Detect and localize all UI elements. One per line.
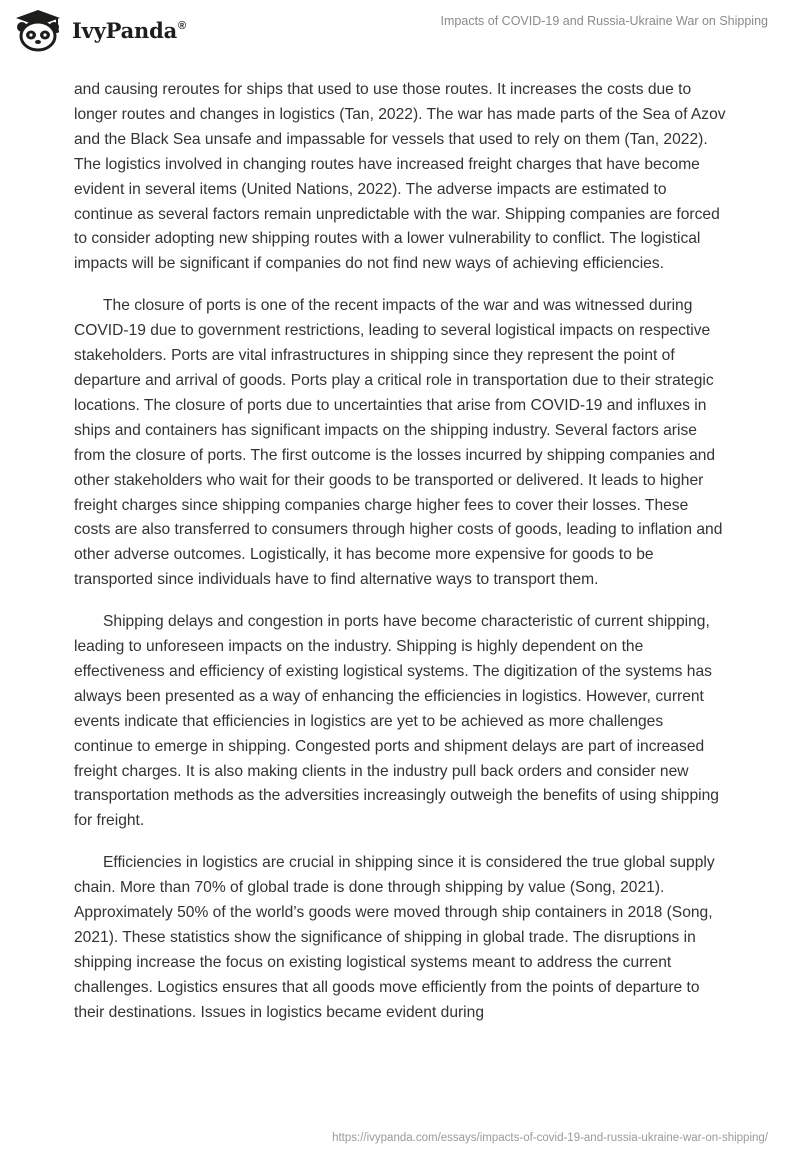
document-title: Impacts of COVID-19 and Russia-Ukraine War on Shipping [440,14,768,28]
essay-body [74,78,726,1043]
paragraph: and causing reroutes for ships that used to use those routes. It increases the costs due to longer routes and changes in logistics (Tan, 2022). The war has made parts of the Sea of Azov and the Black Sea unsafe and impassable for vessels that used to rely on them (Tan, 2022). The logistics involved in changing routes have increased freight charges that have become evident in several items (United Nations, 2022). The adverse impacts are estimated to continue as several factors remain unpredictable with the war. Shipping companies are forced to consider adopting new shipping routes with a lower vulnerability to conflict. The logistical impacts will be significant if companies do not find new ways of achieving efficiencies. [74,81,726,273]
paragraph: The closure of ports is one of the recent impacts of the war and was witnessed during COVID-19 due to government restrictions, leading to several logistical impacts on respective stakeholders. Ports are vital infrastructures in shipping since they represent the point of departure and arrival of goods. Ports play a critical role in transportation due to their strategic locations. The closure of ports due to uncertainties that arise from COVID-19 and influxes in ships and containers has significant impacts on the shipping industry. Several factors arise from the closure of ports. The first outcome is the losses incurred by shipping companies and other stakeholders who wait for their goods to be transported or delivered. It leads to higher freight charges since shipping companies charge higher fees to cover their losses. These costs are also transferred to consumers through higher costs of goods, leading to inflation and other adverse outcomes. Logistically, it has become more expensive for goods to be transported since individuals have to find alternative ways to transport them. [74,297,723,589]
paragraph: Shipping delays and congestion in ports have become characteristic of current shipping, leading to unforeseen impacts on the industry. Shipping is highly dependent on the effectiveness and efficiency of existing logistical systems. The digitization of the systems has always been presented as a way of enhancing the efficiencies in logistics. However, current events indicate that efficiencies in logistics are yet to be achieved as more challenges continue to emerge in shipping. Congested ports and shipment delays are part of increased freight charges. It is also making clients in the industry pull back orders and consider new transportation methods as the adversities increasingly outweigh the benefits of using shipping for freight. [74,613,719,830]
brand-logo[interactable] [12,8,186,52]
panda-logo-icon [12,8,64,52]
source-url-link[interactable]: https://ivypanda.com/essays/impacts-of-covid-19-and-russia-ukraine-war-on-shipping/ [332,1132,768,1144]
paragraph: Efficiencies in logistics are crucial in shipping since it is considered the true global supply chain. More than 70% of global trade is done through shipping by value (Song, 2021). Approximately 50% of the world’s goods were moved through ship containers in 2018 (Song, 2021). These statistics show the significance of shipping in global trade. The disruptions in shipping increase the focus on existing logistical systems meant to address the current challenges. Logistics ensures that all goods move efficiently from the points of departure to their destinations. Issues in logistics became evident during [74,854,715,1021]
page-header [0,0,800,60]
brand-name: IvyPanda® [72,17,186,43]
